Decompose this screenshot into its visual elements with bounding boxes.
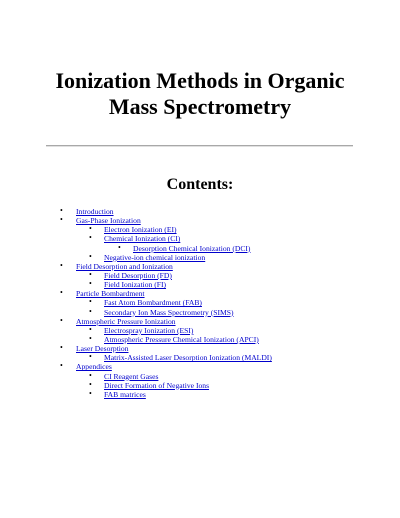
bullet-icon: • [89,306,92,316]
toc-link[interactable]: Direct Formation of Negative Ions [104,380,210,390]
bullet-icon: • [60,206,63,215]
toc-item [0,381,400,390]
toc-link[interactable]: Atmospheric Pressure Chemical Ionization (APCI) [104,334,259,344]
bullet-icon: • [89,279,92,289]
bullet-icon: • [60,260,63,270]
bullet-icon: • [89,251,92,261]
toc-link[interactable]: FAB matrices [104,389,146,399]
title-line-1: Ionization Methods in Organic [55,68,345,93]
toc-item [0,372,400,381]
bullet-icon: • [60,215,63,225]
title-line-2: Mass Spectrometry [108,94,292,119]
page-title [0,68,400,120]
bullet-icon: • [89,388,92,398]
toc-item [0,262,400,271]
toc-item [0,271,400,280]
toc-link[interactable]: Secondary Ion Mass Spectrometry (SIMS) [104,307,234,317]
toc-link[interactable]: Particle Bombardment [76,289,145,299]
toc-item [0,317,400,326]
toc-link[interactable]: CI Reagent Gases [104,371,159,381]
toc-item [0,216,400,225]
table-of-contents [0,207,400,399]
toc-item [0,289,400,298]
bullet-icon: • [89,224,92,234]
bullet-icon: • [118,242,121,252]
toc-link[interactable]: Introduction [76,207,114,216]
bullet-icon: • [89,370,92,380]
contents-heading: Contents: [166,176,234,193]
toc-link[interactable]: Gas-Phase Ionization [76,216,141,226]
toc-item [0,344,400,353]
toc-link[interactable]: Field Desorption and Ionization [76,261,173,271]
toc-item [0,298,400,307]
toc-link[interactable]: Negative-ion chemical ionization [104,252,206,262]
bullet-icon: • [60,361,63,371]
toc-link[interactable]: Atmospheric Pressure Ionization [76,316,176,326]
toc-item [0,234,400,243]
bullet-icon: • [89,333,92,343]
toc-link[interactable]: Laser Desorption [76,344,129,354]
bullet-icon: • [60,288,63,298]
bullet-icon: • [89,352,92,362]
toc-item [0,362,400,371]
toc-item [0,225,400,234]
toc-item [0,244,400,253]
bullet-icon: • [89,233,92,243]
toc-link[interactable]: Fast Atom Bombardment (FAB) [104,298,202,308]
horizontal-divider [46,145,353,147]
toc-link[interactable]: Electrospray Ionization (ESI) [104,325,194,335]
bullet-icon: • [60,343,63,353]
bullet-icon: • [89,297,92,307]
toc-item [0,390,400,399]
toc-link[interactable]: Matrix-Assisted Laser Desorption Ionization (MALDI) [104,353,272,363]
bullet-icon: • [89,324,92,334]
bullet-icon: • [89,379,92,389]
toc-item [0,326,400,335]
toc-link[interactable]: Field Ionization (FI) [104,280,167,290]
toc-link[interactable]: Desorption Chemical Ionization (DCI) [133,243,251,253]
toc-link[interactable]: Electron Ionization (EI) [104,225,177,235]
toc-link[interactable]: Field Desorption (FD) [104,270,172,280]
toc-link[interactable]: Chemical Ionization (CI) [104,234,181,244]
bullet-icon: • [89,269,92,279]
toc-link[interactable]: Appendices [76,362,112,372]
bullet-icon: • [60,315,63,325]
